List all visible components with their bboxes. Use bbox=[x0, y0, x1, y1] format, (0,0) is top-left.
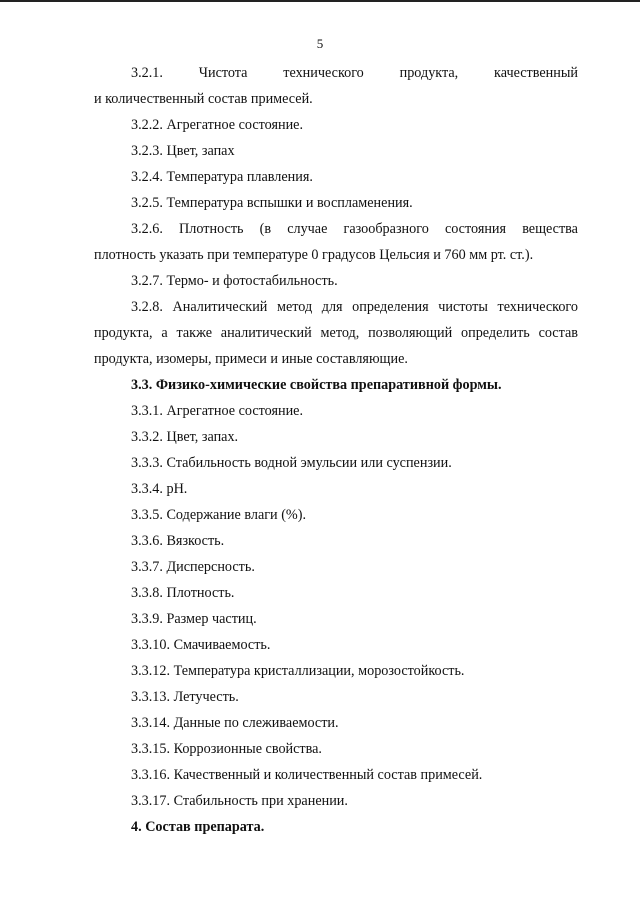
word: а bbox=[161, 325, 168, 341]
list-item: 3.3.2. Цвет, запах. bbox=[131, 429, 239, 445]
paragraph-3-2-3: 3.2.3. Цвет, запах bbox=[131, 143, 235, 159]
word: определить bbox=[461, 325, 530, 341]
word: продукта, bbox=[94, 325, 153, 341]
list-item: 3.3.15. Коррозионные свойства. bbox=[131, 741, 322, 757]
word: состояния bbox=[444, 221, 507, 237]
word: метод, bbox=[320, 325, 360, 341]
list-item: 3.3.14. Данные по слеживаемости. bbox=[131, 715, 339, 731]
paragraph-3-2-8-line-2 bbox=[94, 324, 578, 342]
word: технического bbox=[283, 65, 364, 81]
page-top-border bbox=[0, 0, 640, 2]
list-item: 3.3.9. Размер частиц. bbox=[131, 611, 257, 627]
list-item: 3.3.8. Плотность. bbox=[131, 585, 235, 601]
list-item: 3.3.1. Агрегатное состояние. bbox=[131, 403, 304, 419]
word: Аналитический bbox=[172, 299, 268, 315]
list-item: 3.3.10. Смачиваемость. bbox=[131, 637, 271, 653]
paragraph-3-2-2: 3.2.2. Агрегатное состояние. bbox=[131, 117, 304, 133]
word: 3.2.1. bbox=[131, 65, 163, 81]
paragraph-3-2-6-line-2: плотность указать при температуре 0 градусов Цельсия и 760 мм рт. ст.). bbox=[94, 247, 534, 263]
paragraph-3-2-5: 3.2.5. Температура вспышки и воспламенения. bbox=[131, 195, 413, 211]
paragraph-3-2-8-line-1 bbox=[131, 298, 578, 316]
word: (в bbox=[259, 221, 272, 237]
word: также bbox=[176, 325, 212, 341]
paragraph-3-2-4: 3.2.4. Температура плавления. bbox=[131, 169, 313, 185]
word: Плотность bbox=[179, 221, 244, 237]
list-item: 3.3.6. Вязкость. bbox=[131, 533, 225, 549]
page-number: 5 bbox=[316, 36, 324, 51]
word: определения bbox=[352, 299, 429, 315]
word: качественный bbox=[494, 65, 578, 81]
word: Чистота bbox=[198, 65, 248, 81]
word: позволяющий bbox=[368, 325, 453, 341]
word: случае bbox=[287, 221, 328, 237]
paragraph-3-2-1-line-2: и количественный состав примесей. bbox=[94, 91, 313, 107]
word: продукта, bbox=[399, 65, 459, 81]
paragraph-3-2-8-line-3: продукта, изомеры, примеси и иные составляющие. bbox=[94, 351, 408, 367]
word: чистоты bbox=[438, 299, 488, 315]
list-item: 3.3.4. рН. bbox=[131, 481, 188, 497]
section-heading-3-3: 3.3. Физико-химические свойства препаративной формы. bbox=[131, 377, 502, 393]
word: 3.2.8. bbox=[131, 299, 163, 315]
word: газообразного bbox=[343, 221, 429, 237]
paragraph-3-2-7: 3.2.7. Термо- и фотостабильность. bbox=[131, 273, 338, 289]
word: 3.2.6. bbox=[131, 221, 163, 237]
list-item: 3.3.5. Содержание влаги (%). bbox=[131, 507, 307, 523]
list-item: 3.3.12. Температура кристаллизации, морозостойкость. bbox=[131, 663, 465, 679]
list-item: 3.3.13. Летучесть. bbox=[131, 689, 239, 705]
paragraph-3-2-6-line-1 bbox=[131, 220, 578, 238]
word: метод bbox=[276, 299, 313, 315]
section-heading-4: 4. Состав препарата. bbox=[131, 819, 265, 835]
word: вещества bbox=[522, 221, 578, 237]
list-item: 3.3.7. Дисперсность. bbox=[131, 559, 255, 575]
paragraph-3-2-1-line-1 bbox=[131, 64, 578, 82]
list-item: 3.3.16. Качественный и количественный состав примесей. bbox=[131, 767, 483, 783]
word: состав bbox=[538, 325, 578, 341]
word: аналитический bbox=[220, 325, 312, 341]
list-item: 3.3.3. Стабильность водной эмульсии или суспензии. bbox=[131, 455, 452, 471]
word: технического bbox=[497, 299, 578, 315]
word: для bbox=[321, 299, 343, 315]
list-item: 3.3.17. Стабильность при хранении. bbox=[131, 793, 348, 809]
